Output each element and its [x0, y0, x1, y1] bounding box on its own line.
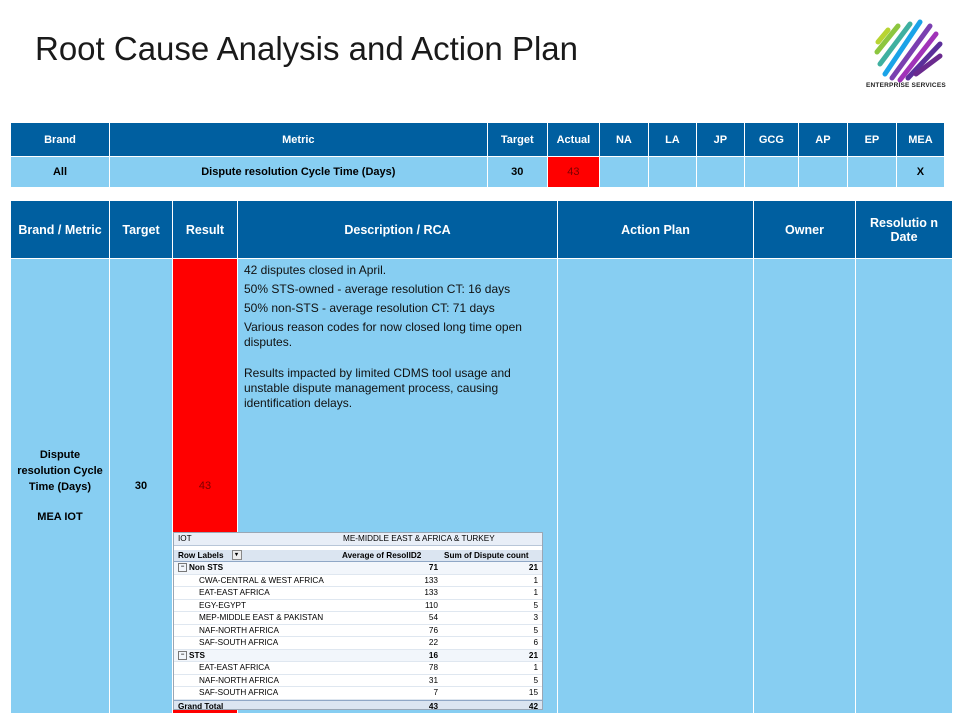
pivot-avg-value: 16	[428, 650, 438, 660]
header-brand: Brand	[11, 123, 110, 157]
cell-target: 30	[487, 157, 547, 188]
metric-summary-table	[10, 122, 945, 188]
pivot-table-image	[173, 532, 543, 710]
brand-metric-iot: MEA IOT	[37, 511, 83, 523]
header-result: Result	[173, 201, 238, 259]
header-description: Description / RCA	[238, 201, 558, 259]
header-gcg: GCG	[744, 123, 798, 157]
cell-actual: 43	[547, 157, 599, 188]
brand-metric-name: Dispute resolution Cycle Time (Days)	[17, 449, 103, 493]
header-mea: MEA	[896, 123, 944, 157]
page-title: Root Cause Analysis and Action Plan	[35, 30, 579, 67]
cell-target: 30	[110, 259, 173, 714]
header-ap: AP	[798, 123, 847, 157]
cell-owner	[754, 259, 856, 714]
pivot-row-label: STS	[189, 650, 205, 660]
cell-jp	[696, 157, 744, 188]
pivot-total-sum: 42	[528, 701, 538, 710]
pivot-row	[174, 662, 542, 675]
pivot-row-label: NAF-NORTH AFRICA	[199, 675, 279, 685]
cell-resolution-date	[856, 259, 953, 714]
collapse-icon[interactable]: −	[178, 563, 187, 572]
rca-header-row	[11, 201, 953, 259]
pivot-row-label: Non STS	[189, 563, 224, 572]
filter-dropdown-icon: ▾	[232, 550, 242, 560]
cell-gcg	[744, 157, 798, 188]
pivot-header-row	[174, 550, 542, 563]
pivot-body	[174, 562, 542, 700]
collapse-icon[interactable]: −	[178, 651, 187, 660]
pivot-row-label: SAF-SOUTH AFRICA	[199, 688, 279, 697]
pivot-group-row	[174, 650, 542, 663]
pivot-total-label: Grand Total	[178, 701, 224, 710]
pivot-total-avg: 43	[428, 701, 438, 710]
enterprise-services-globe-logo	[860, 12, 950, 92]
metric-header-row	[11, 123, 945, 157]
pivot-sum-value: 5	[533, 625, 538, 635]
header-na: NA	[599, 123, 648, 157]
description-line: Various reason codes for now closed long time open disputes.	[244, 320, 522, 349]
cell-metric: Dispute resolution Cycle Time (Days)	[110, 157, 488, 188]
pivot-avg-value: 22	[428, 638, 438, 647]
pivot-avg-value: 78	[428, 663, 438, 672]
header-target: Target	[110, 201, 173, 259]
pivot-sum-header: Sum of Dispute count	[444, 550, 529, 560]
cell-result: 43	[173, 259, 238, 714]
metric-data-row	[11, 157, 945, 188]
description-line: 42 disputes closed in April.	[244, 263, 387, 277]
pivot-row-labels-header: Row Labels	[178, 550, 224, 560]
header-metric: Metric	[110, 123, 488, 157]
pivot-avg-value: 71	[428, 563, 438, 572]
pivot-row-label: NAF-NORTH AFRICA	[199, 625, 279, 635]
pivot-row	[174, 587, 542, 600]
cell-na	[599, 157, 648, 188]
pivot-row-label: EAT-EAST AFRICA	[199, 588, 270, 597]
pivot-filter-label: IOT	[178, 534, 192, 543]
header-brand-metric: Brand / Metric	[11, 201, 110, 259]
header-action-plan: Action Plan	[558, 201, 754, 259]
pivot-row	[174, 612, 542, 625]
pivot-sum-value: 1	[533, 588, 538, 597]
header-ep: EP	[847, 123, 896, 157]
pivot-avg-value: 133	[424, 588, 438, 597]
header-target: Target	[487, 123, 547, 157]
header-owner: Owner	[754, 201, 856, 259]
pivot-sum-value: 21	[528, 563, 538, 572]
pivot-avg-value: 110	[424, 600, 438, 610]
pivot-sum-value: 15	[528, 688, 538, 697]
description-line: 50% non-STS - average resolution CT: 71 days	[244, 301, 495, 315]
header-jp: JP	[696, 123, 744, 157]
pivot-row	[174, 575, 542, 588]
cell-mea: X	[896, 157, 944, 188]
pivot-sum-value: 21	[528, 650, 538, 660]
pivot-avg-value: 133	[424, 575, 438, 585]
pivot-filter-value: ME-MIDDLE EAST & AFRICA & TURKEY	[343, 534, 495, 543]
cell-brand-metric	[11, 259, 110, 714]
pivot-sum-value: 1	[533, 663, 538, 672]
pivot-grand-total-row	[174, 700, 542, 711]
pivot-sum-value: 1	[533, 575, 538, 585]
pivot-sum-value: 6	[533, 638, 538, 647]
cell-ep	[847, 157, 896, 188]
pivot-group-row	[174, 562, 542, 575]
header-la: LA	[648, 123, 696, 157]
pivot-row	[174, 625, 542, 638]
pivot-avg-header: Average of ResolID2	[342, 550, 422, 560]
header-actual: Actual	[547, 123, 599, 157]
description-line: Results impacted by limited CDMS tool usage and unstable dispute management process, causing identification delays.	[244, 366, 511, 410]
pivot-row	[174, 637, 542, 650]
pivot-row	[174, 687, 542, 700]
pivot-sum-value: 5	[533, 600, 538, 610]
pivot-row	[174, 675, 542, 688]
pivot-row	[174, 600, 542, 613]
cell-la	[648, 157, 696, 188]
pivot-avg-value: 76	[428, 625, 438, 635]
pivot-avg-value: 31	[428, 675, 438, 685]
description-line: 50% STS-owned - average resolution CT: 16 days	[244, 282, 511, 296]
pivot-row-label: MEP-MIDDLE EAST & PAKISTAN	[199, 613, 324, 622]
pivot-row-label: EGY-EGYPT	[199, 600, 247, 610]
cell-brand: All	[11, 157, 110, 188]
pivot-filter-row	[174, 533, 542, 546]
logo-text: ENTERPRISE SERVICES	[866, 82, 946, 89]
cell-action-plan	[558, 259, 754, 714]
header-resolution-date: Resolutio n Date	[856, 201, 953, 259]
pivot-row-label: EAT-EAST AFRICA	[199, 663, 270, 672]
pivot-sum-value: 5	[533, 675, 538, 685]
pivot-row-label: SAF-SOUTH AFRICA	[199, 638, 279, 647]
pivot-avg-value: 54	[428, 613, 438, 622]
pivot-avg-value: 7	[433, 688, 438, 697]
cell-ap	[798, 157, 847, 188]
pivot-row-label: CWA-CENTRAL & WEST AFRICA	[199, 575, 324, 585]
pivot-sum-value: 3	[533, 613, 538, 622]
